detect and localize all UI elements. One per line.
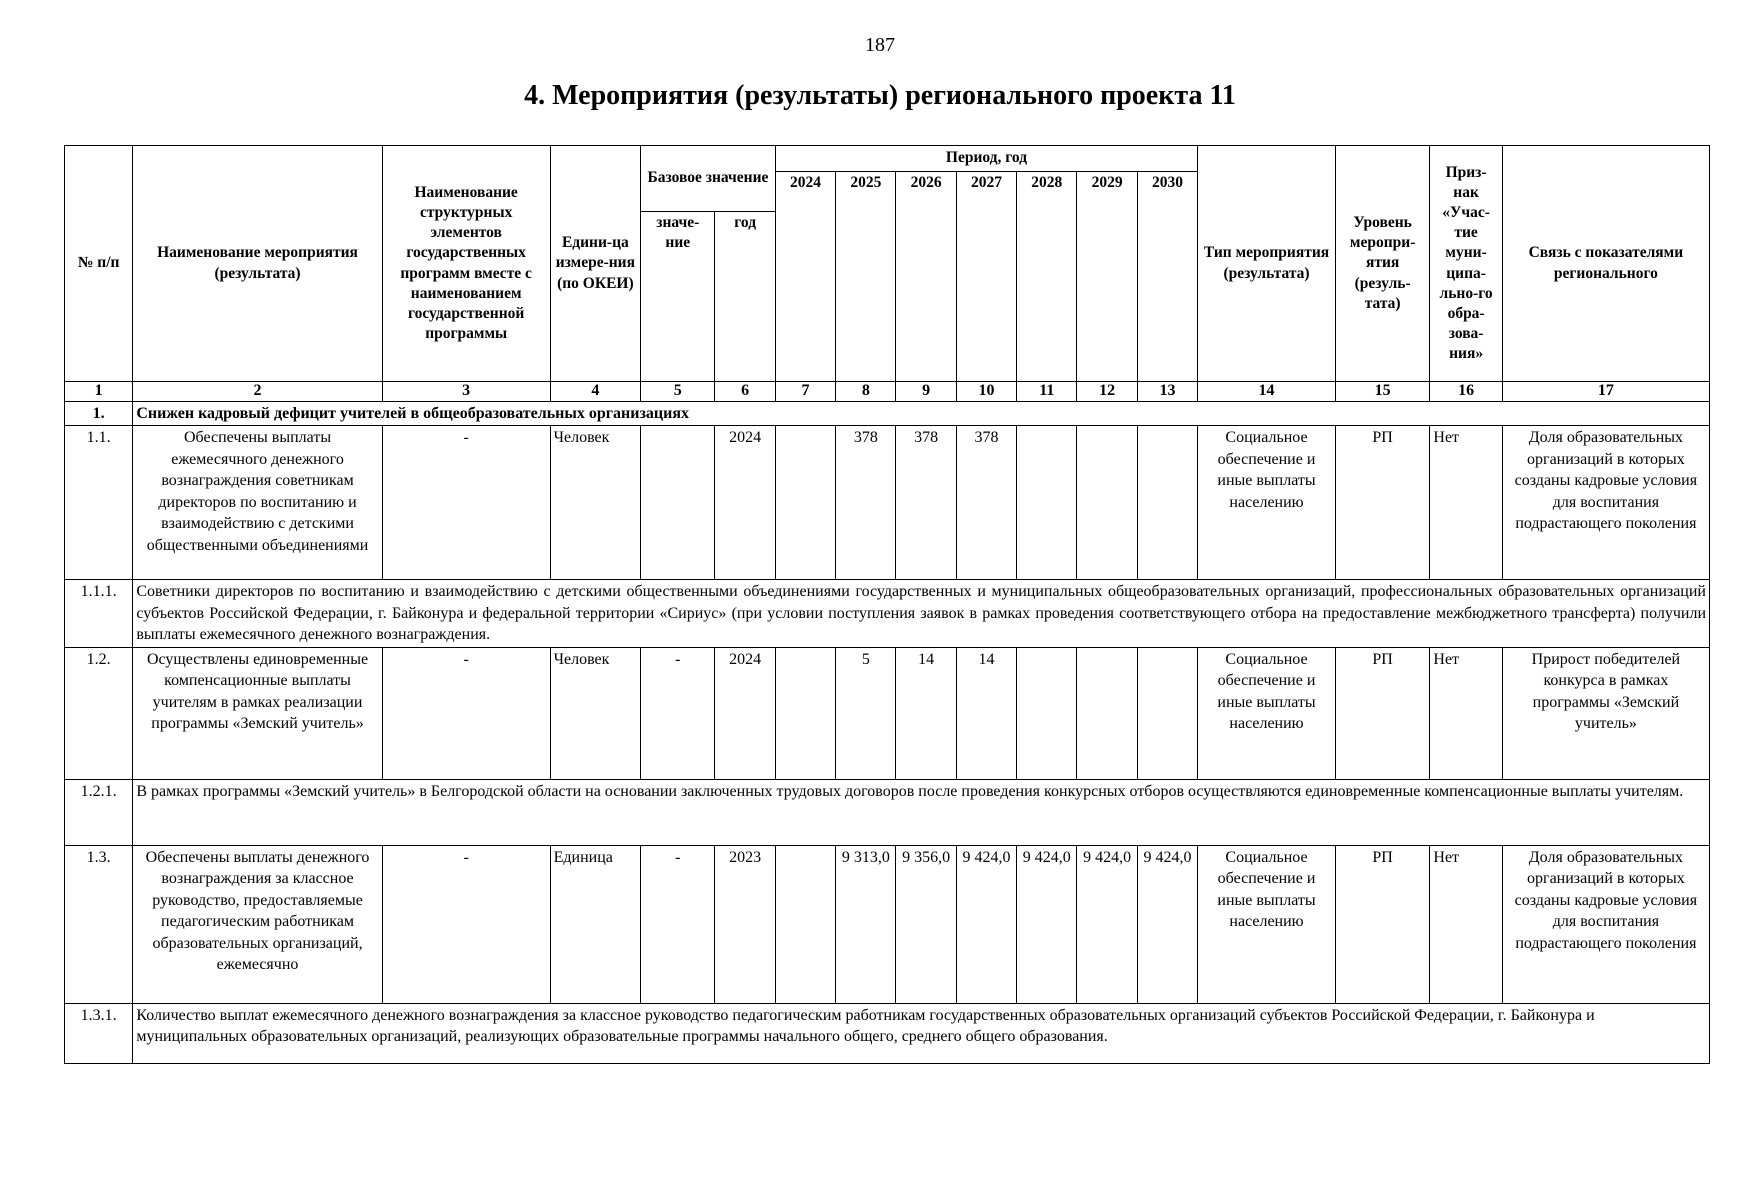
row-link: Прирост победителей конкурса в рамках программы «Земский учитель»: [1502, 647, 1709, 779]
col-num: 11: [1017, 382, 1077, 402]
note-row: [65, 1003, 1710, 1063]
col-num: 14: [1198, 382, 1336, 402]
row-unit: Единица: [550, 845, 640, 1003]
col-num: 8: [836, 382, 896, 402]
header-unit: Едини-ца измере-ния (по ОКЕИ): [550, 146, 640, 382]
row-level: РП: [1335, 426, 1430, 580]
col-num: 6: [715, 382, 775, 402]
header-year: 2030: [1137, 172, 1197, 382]
col-num: 16: [1430, 382, 1502, 402]
header-base-value: значе-ние: [641, 212, 715, 382]
note-row: [65, 580, 1710, 647]
table-row: [65, 426, 1710, 580]
row-base-year: 2024: [715, 647, 775, 779]
row-value: [1077, 426, 1137, 580]
row-value: 9 424,0: [1077, 845, 1137, 1003]
col-num: 9: [896, 382, 956, 402]
row-type: Социальное обеспечение и иные выплаты населению: [1198, 647, 1336, 779]
note-text: Количество выплат ежемесячного денежного вознаграждения за классное руководство педагогическим работникам государственных образовательных организаций субъектов Российской Федерации, г. Байконура и муниципальных образовательных организаций, реализующих образовательные программы начального общего, среднего общего образования.: [133, 1003, 1710, 1063]
row-struct: -: [382, 845, 550, 1003]
row-name: Обеспечены выплаты денежного вознаграждения за классное руководство, предоставляемые педагогическим работникам образовательных организаций, ежемесячно: [133, 845, 382, 1003]
page-title: 4. Мероприятия (результаты) регионального проекта 11: [524, 80, 1236, 111]
row-level: РП: [1335, 647, 1430, 779]
header-base: Базовое значение: [641, 146, 776, 212]
header-num: № п/п: [65, 146, 133, 382]
row-num: 1.3.: [65, 845, 133, 1003]
row-value: [1137, 426, 1197, 580]
row-value: [1137, 647, 1197, 779]
header-year: 2025: [836, 172, 896, 382]
row-struct: -: [382, 647, 550, 779]
row-base-value: -: [641, 845, 715, 1003]
row-value: 378: [836, 426, 896, 580]
row-value: 9 424,0: [1017, 845, 1077, 1003]
header-base-year: год: [715, 212, 775, 382]
col-num: 3: [382, 382, 550, 402]
header-municipal: Приз-нак «Учас-тие муни-ципа-льно-го обра-зова-ния»: [1430, 146, 1502, 382]
row-value: 378: [896, 426, 956, 580]
row-type: Социальное обеспечение и иные выплаты населению: [1198, 426, 1336, 580]
col-num: 2: [133, 382, 382, 402]
header-year: 2027: [956, 172, 1016, 382]
row-value: 14: [956, 647, 1016, 779]
col-num: 17: [1502, 382, 1709, 402]
header-name: Наименование мероприятия (результата): [133, 146, 382, 382]
col-num: 1: [65, 382, 133, 402]
section-num: 1.: [65, 402, 133, 426]
row-link: Доля образовательных организаций в которых созданы кадровые условия для воспитания подрастающего поколения: [1502, 845, 1709, 1003]
row-value: 378: [956, 426, 1016, 580]
header-type: Тип мероприятия (результата): [1198, 146, 1336, 382]
row-unit: Человек: [550, 647, 640, 779]
row-base-year: 2023: [715, 845, 775, 1003]
row-value: [775, 647, 835, 779]
row-struct: -: [382, 426, 550, 580]
row-municipal: Нет: [1430, 845, 1502, 1003]
row-num: 1.1.: [65, 426, 133, 580]
col-num: 5: [641, 382, 715, 402]
row-value: 5: [836, 647, 896, 779]
row-municipal: Нет: [1430, 426, 1502, 580]
table-row: [65, 845, 1710, 1003]
projects-table: [64, 145, 1710, 1064]
header-level: Уровень меропри-ятия (резуль-тата): [1335, 146, 1430, 382]
row-value: 14: [896, 647, 956, 779]
table-row: [65, 647, 1710, 779]
header-year: 2026: [896, 172, 956, 382]
row-municipal: Нет: [1430, 647, 1502, 779]
row-value: [1077, 647, 1137, 779]
row-link: Доля образовательных организаций в которых созданы кадровые условия для воспитания подрастающего поколения: [1502, 426, 1709, 580]
header-struct: Наименование структурных элементов государственных программ вместе с наименованием государственной программы: [382, 146, 550, 382]
col-num: 4: [550, 382, 640, 402]
row-value: [775, 845, 835, 1003]
row-name: Обеспечены выплаты ежемесячного денежного вознаграждения советникам директоров по воспитанию и взаимодействию с детскими общественными объединениями: [133, 426, 382, 580]
section-title: Снижен кадровый дефицит учителей в общеобразовательных организациях: [133, 402, 1710, 426]
row-type: Социальное обеспечение и иные выплаты населению: [1198, 845, 1336, 1003]
note-num: 1.3.1.: [65, 1003, 133, 1063]
header-link: Связь с показателями регионального: [1502, 146, 1709, 382]
page-number: 187: [865, 34, 895, 56]
col-num: 7: [775, 382, 835, 402]
row-value: 9 424,0: [1137, 845, 1197, 1003]
row-base-year: 2024: [715, 426, 775, 580]
col-num: 10: [956, 382, 1016, 402]
row-name: Осуществлены единовременные компенсационные выплаты учителям в рамках реализации программы «Земский учитель»: [133, 647, 382, 779]
col-num: 13: [1137, 382, 1197, 402]
note-num: 1.1.1.: [65, 580, 133, 647]
note-num: 1.2.1.: [65, 779, 133, 845]
note-row: [65, 779, 1710, 845]
col-num: 12: [1077, 382, 1137, 402]
row-value: 9 424,0: [956, 845, 1016, 1003]
row-num: 1.2.: [65, 647, 133, 779]
row-base-value: [641, 426, 715, 580]
header-year: 2028: [1017, 172, 1077, 382]
row-value: [1017, 647, 1077, 779]
col-num: 15: [1335, 382, 1430, 402]
row-base-value: -: [641, 647, 715, 779]
header-year: 2024: [775, 172, 835, 382]
row-value: 9 313,0: [836, 845, 896, 1003]
row-value: [1017, 426, 1077, 580]
note-text: Советники директоров по воспитанию и взаимодействию с детскими общественными объединениями государственных и муниципальных общеобразовательных организаций, профессиональных образовательных организаций субъектов Российской Федерации, г. Байконура и федеральной территории «Сириус» (при условии поступления заявок в рамках проведения соответствующего отбора на предоставление межбюджетного трансферта) получили выплаты ежемесячного денежного вознаграждения.: [133, 580, 1710, 647]
row-unit: Человек: [550, 426, 640, 580]
row-value: [775, 426, 835, 580]
note-text: В рамках программы «Земский учитель» в Белгородской области на основании заключенных трудовых договоров после проведения конкурсных отборов осуществляются единовременные компенсационные выплаты учителям.: [133, 779, 1710, 845]
row-level: РП: [1335, 845, 1430, 1003]
row-value: 9 356,0: [896, 845, 956, 1003]
header-period: Период, год: [775, 146, 1197, 172]
header-year: 2029: [1077, 172, 1137, 382]
